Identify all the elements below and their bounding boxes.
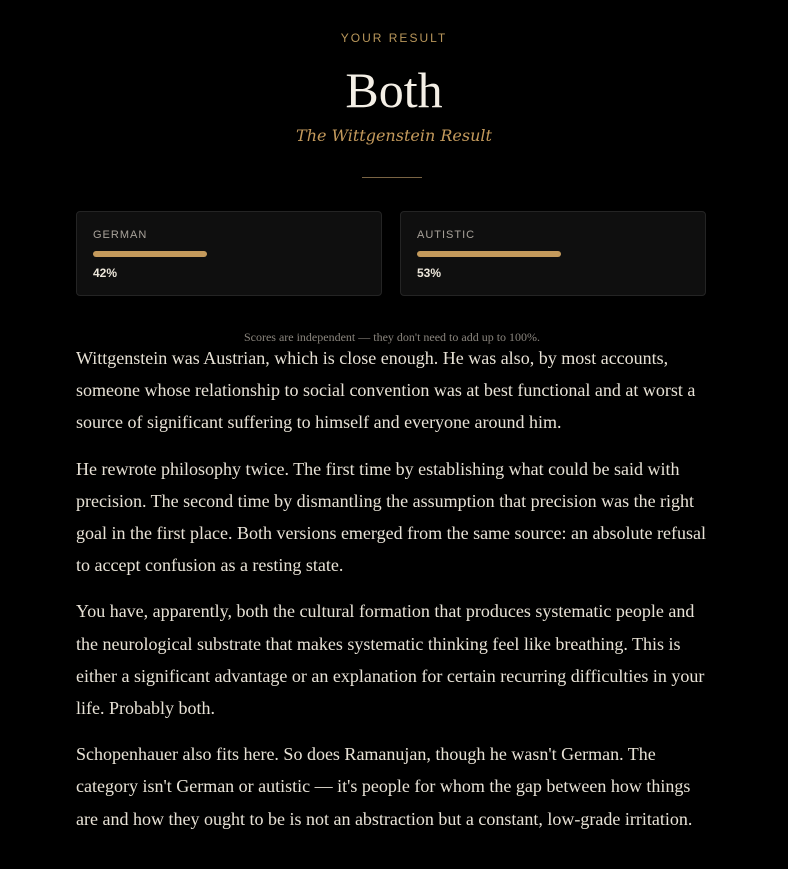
- description-paragraph: Wittgenstein was Austrian, which is close enough. He was also, by most accounts, someone whose relationship to social convention was at best functional and at worst a source of significant suffering to himself and everyone around him.: [76, 348, 696, 433]
- score-bar: [93, 251, 365, 257]
- score-card-autistic: [400, 211, 706, 296]
- score-bar: [417, 251, 689, 257]
- description-paragraph: He rewrote philosophy twice. The first time by establishing what could be said with precision. The second time by dismantling the assumption that precision was the right goal in the first place. Both versions emerged from the same source: an absolute refusal to accept confusion as a resting state.: [76, 458, 706, 576]
- score-card-german: [76, 211, 382, 296]
- score-label: AUTISTIC: [417, 229, 476, 241]
- description-paragraph: Schopenhauer also fits here. So does Ramanujan, though he wasn't German. The category isn't German or autistic — it's people for whom the gap between how things are and how they ought to be is not an abstraction but a constant, low-grade irritation.: [76, 744, 693, 829]
- scores-note: Scores are independent — they don't need to add up to 100%.: [243, 330, 541, 344]
- result-subtitle: The Wittgenstein Result: [296, 126, 492, 145]
- score-value: 53%: [417, 266, 442, 280]
- score-bar-fill: [93, 251, 207, 257]
- result-eyebrow: YOUR RESULT: [340, 31, 448, 45]
- title-divider: [362, 177, 422, 178]
- score-bar-fill: [417, 251, 561, 257]
- result-title: Both: [345, 62, 443, 118]
- description-paragraph: You have, apparently, both the cultural formation that produces systematic people and the neurological substrate that makes systematic thinking feel like breathing. This is either a significant advantage or an explanation for certain recurring difficulties in your life. Probably both.: [76, 601, 705, 719]
- result-description: [76, 342, 716, 849]
- score-value: 42%: [93, 266, 118, 280]
- score-label: GERMAN: [93, 229, 148, 241]
